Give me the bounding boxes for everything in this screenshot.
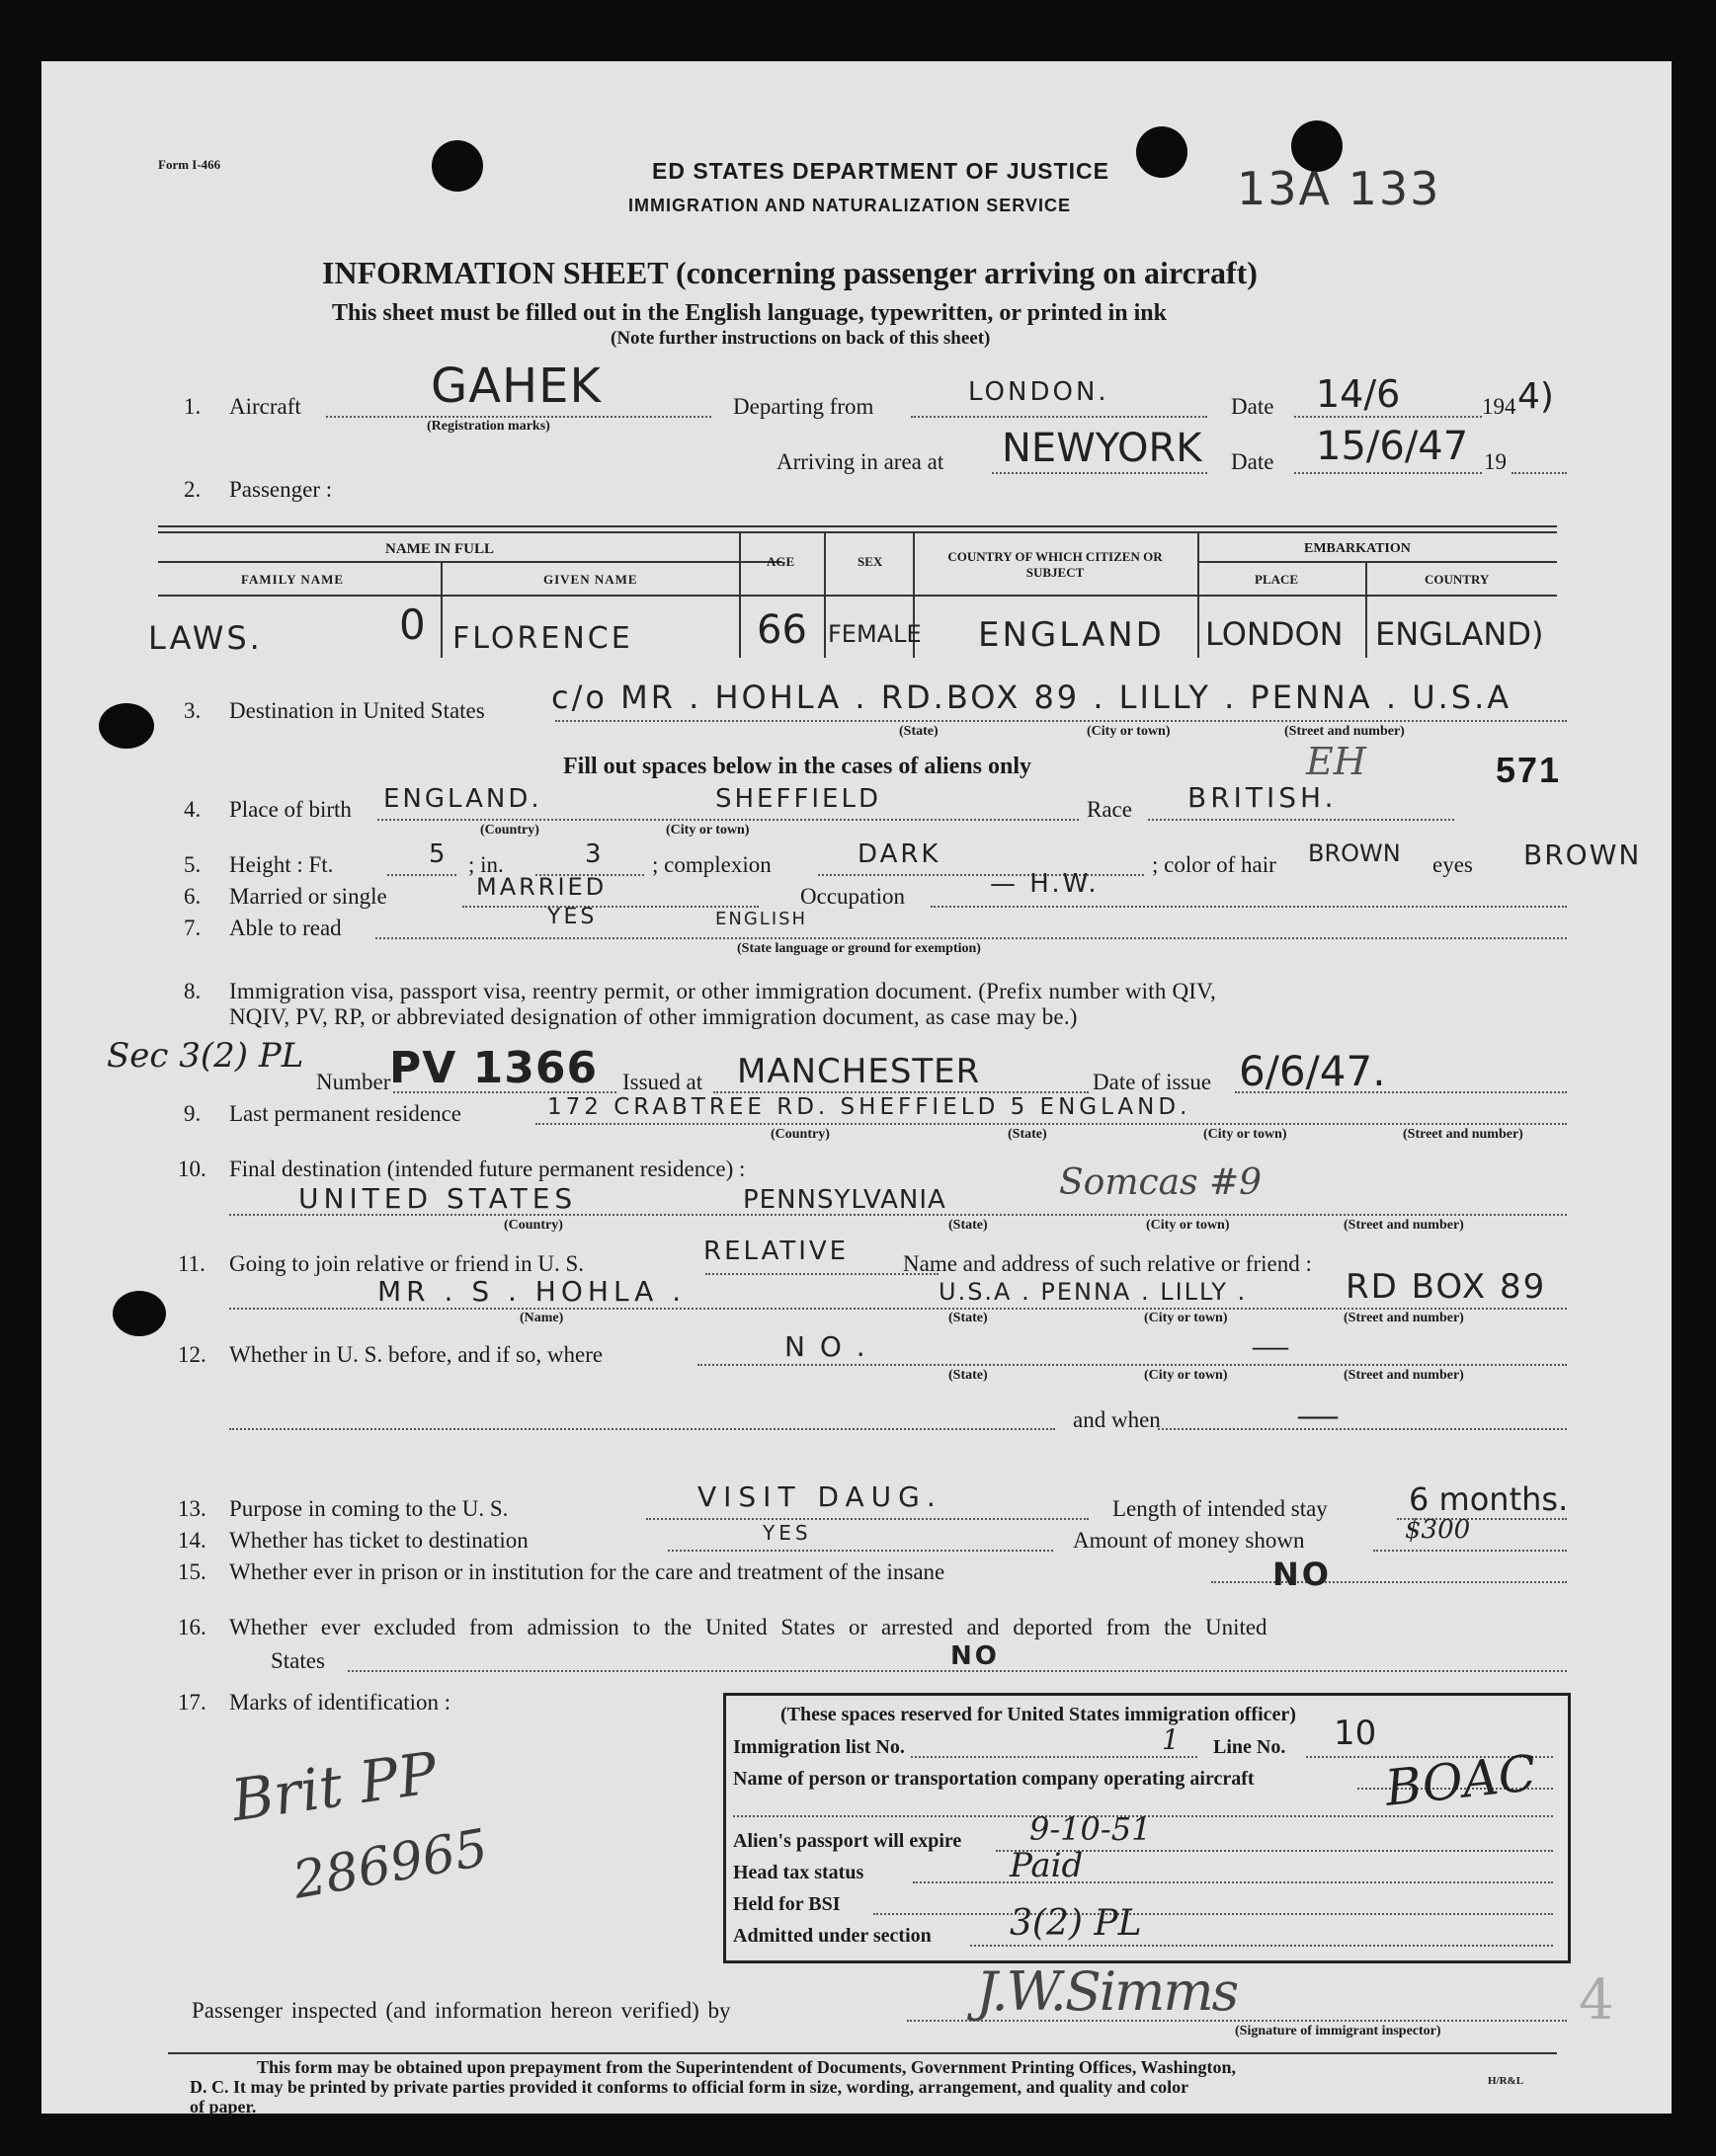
- year-prefix: 19: [1484, 449, 1507, 474]
- document-text-2: NQIV, PV, RP, or abbreviated designation of other immigration document, as case may be.): [229, 1004, 1078, 1029]
- passenger-label: Passenger :: [229, 477, 333, 502]
- departure-year: 4): [1517, 376, 1554, 417]
- destination-value: c/o MR . HOHLA . RD.BOX 89 . LILLY . PENNA . U.S.A: [551, 679, 1512, 716]
- final-country: UNITED STATES: [298, 1182, 578, 1215]
- caption-name: (Name): [520, 1311, 564, 1325]
- previous-visit-label: Whether in U. S. before, and if so, where: [229, 1342, 604, 1367]
- when-line: [1158, 1428, 1567, 1430]
- read-line: [375, 937, 1567, 939]
- table-rule: [1197, 561, 1557, 563]
- list-label: Immigration list No.: [733, 1736, 905, 1758]
- when-label: and when: [1073, 1407, 1161, 1432]
- relative-state-city: U.S.A . PENNA . LILLY .: [939, 1278, 1248, 1306]
- item-number: 12.: [178, 1342, 206, 1367]
- eyes-value: BROWN: [1523, 838, 1642, 871]
- embarkation-place: LONDON: [1205, 615, 1344, 653]
- col-emb-country: COUNTRY: [1425, 572, 1490, 587]
- caption-street: (Street and number): [1403, 1127, 1523, 1142]
- passenger-citizenship: ENGLAND: [978, 615, 1165, 655]
- caption-street: (Street and number): [1344, 1311, 1464, 1325]
- caption-state: (State): [948, 1368, 988, 1383]
- relative-line: [229, 1308, 1567, 1310]
- item-number: 10.: [178, 1157, 206, 1181]
- issued-line: [713, 1091, 1089, 1093]
- caption-country: (Country): [480, 823, 539, 838]
- eyes-label: eyes: [1432, 852, 1473, 877]
- identification-label: Marks of identification :: [229, 1690, 451, 1715]
- passenger-age: 66: [757, 607, 807, 653]
- caption-city: (City or town): [1203, 1127, 1287, 1142]
- table-rule: [1197, 531, 1199, 658]
- col-family-name: FAMILY NAME: [241, 572, 345, 587]
- expire-label: Alien's passport will expire: [733, 1830, 962, 1852]
- read-label: Able to read: [229, 916, 342, 940]
- number-label: Number: [316, 1070, 391, 1094]
- col-sex: SEX: [858, 554, 883, 569]
- service-name: IMMIGRATION AND NATURALIZATION SERVICE: [628, 196, 1071, 215]
- relative-name-addr-label: Name and address of such relative or friend :: [903, 1251, 1312, 1276]
- table-rule: [158, 531, 1557, 533]
- item-number: 7.: [184, 916, 202, 940]
- final-city: Somcas #9: [1059, 1162, 1263, 1203]
- last-residence-line: [535, 1123, 1567, 1125]
- item-number: 6.: [184, 884, 202, 909]
- margin-note: Sec 3(2) PL: [107, 1036, 304, 1076]
- previous-visit-line: [697, 1364, 1567, 1366]
- money-line: [1373, 1550, 1567, 1552]
- list-value: 1: [1162, 1723, 1180, 1756]
- stay-label: Length of intended stay: [1112, 1496, 1328, 1521]
- prison-label: Whether ever in prison or in institution for the care and treatment of the insane: [229, 1559, 945, 1584]
- bsi-line: [873, 1913, 1553, 1915]
- hair-label: ; color of hair: [1152, 852, 1276, 877]
- date-label: Date: [1231, 449, 1274, 474]
- previous-visit-dash: —: [1253, 1325, 1288, 1365]
- table-rule: [1365, 561, 1367, 658]
- passenger-mark: 0: [399, 600, 426, 649]
- inspected-label: Passenger inspected (and information hereon verified) by: [192, 1998, 731, 2023]
- stamp-number: 571: [1496, 750, 1562, 790]
- col-country: COUNTRY OF WHICH CITIZEN OR SUBJECT: [947, 549, 1163, 580]
- caption-city: (City or town): [1144, 1368, 1228, 1383]
- purpose-value: VISIT DAUG.: [697, 1480, 942, 1513]
- item-number: 5.: [184, 852, 202, 877]
- ticket-line: [668, 1550, 1053, 1552]
- birth-country: ENGLAND.: [383, 784, 542, 814]
- stay-value: 6 months.: [1409, 1480, 1569, 1518]
- item-number: 2.: [184, 477, 202, 502]
- footer-rule: [168, 2052, 1557, 2054]
- passenger-given-name: FLORENCE: [452, 621, 633, 656]
- marital-value: MARRIED: [476, 873, 608, 901]
- departing-line: [911, 416, 1207, 418]
- aircraft-line: [326, 416, 711, 418]
- identification-note-1: Brit PP: [227, 1738, 442, 1835]
- form-instruction: This sheet must be filled out in the English language, typewritten, or printed in ink: [332, 300, 1167, 326]
- height-ft-line: [387, 874, 456, 876]
- read-value: YES: [547, 905, 598, 929]
- col-age: AGE: [767, 554, 795, 569]
- aircraft-label: Aircraft: [229, 394, 301, 419]
- admitted-line: [970, 1945, 1553, 1947]
- punch-hole: [1136, 126, 1187, 178]
- agency-name: ED STATES DEPARTMENT OF JUSTICE: [652, 158, 1109, 184]
- form-sheet: [41, 61, 1672, 2114]
- item-number: 16.: [178, 1615, 206, 1639]
- table-rule: [158, 561, 782, 563]
- item-number: 3.: [184, 698, 202, 723]
- document-text-1: Immigration visa, passport visa, reentry permit, or other immigration document. (Prefix number with QIV,: [229, 979, 1216, 1003]
- year-prefix: 194: [1482, 394, 1516, 419]
- page-mark: 4: [1579, 1968, 1614, 2033]
- money-value: $300: [1405, 1515, 1471, 1545]
- embarkation-country: ENGLAND): [1375, 615, 1544, 653]
- caption-country: (Country): [771, 1127, 830, 1142]
- signature-caption: (Signature of immigrant inspector): [1235, 2024, 1441, 2038]
- aliens-only-heading: Fill out spaces below in the cases of aliens only: [563, 754, 1032, 779]
- item-number: 1.: [184, 394, 202, 419]
- birth-city: SHEFFIELD: [715, 784, 881, 814]
- punch-hole: [432, 140, 483, 192]
- join-relative-value: RELATIVE: [703, 1237, 850, 1266]
- headtax-label: Head tax status: [733, 1862, 864, 1883]
- previous-visit-value: N O .: [784, 1330, 868, 1363]
- admitted-value: 3(2) PL: [1010, 1903, 1142, 1944]
- footer-line-2: D. C. It may be printed by private parties provided it conforms to official form in size, wording, arrangement, and quality and color: [190, 2077, 1189, 2097]
- hair-value: BROWN: [1308, 839, 1401, 867]
- excluded-label-1: Whether ever excluded from admission to the United States or arrested and deported from the United: [229, 1615, 1267, 1639]
- ticket-value: YES: [763, 1521, 812, 1545]
- destination-label: Destination in United States: [229, 698, 485, 723]
- excluded-value: NO: [950, 1641, 1000, 1671]
- caption-street: (Street and number): [1284, 724, 1405, 739]
- read-language: ENGLISH: [715, 909, 808, 929]
- file-reference: 13A 133: [1237, 162, 1441, 215]
- eh-mark: EH: [1306, 740, 1366, 783]
- arrival-date: 15/6/47: [1316, 424, 1469, 469]
- when-pre-line: [229, 1428, 1055, 1430]
- table-rule: [739, 531, 741, 658]
- list-line: [911, 1756, 1197, 1758]
- complexion-label: ; complexion: [652, 852, 772, 877]
- caption-city: (City or town): [1144, 1311, 1228, 1325]
- date-label: Date: [1231, 394, 1274, 419]
- caption-state: (State): [1008, 1127, 1047, 1142]
- birthplace-label: Place of birth: [229, 797, 352, 822]
- caption-state: (State): [899, 724, 939, 739]
- excluded-label-2: States: [271, 1648, 325, 1673]
- ticket-label: Whether has ticket to destination: [229, 1528, 529, 1553]
- bsi-label: Held for BSI: [733, 1893, 841, 1915]
- caption-street: (Street and number): [1344, 1218, 1464, 1233]
- occupation-line: [931, 906, 1567, 908]
- item-number: 14.: [178, 1528, 206, 1553]
- arriving-value: NEWYORK: [1002, 426, 1202, 471]
- table-rule: [158, 525, 1557, 527]
- race-line: [1148, 819, 1454, 821]
- prison-line: [1211, 1581, 1567, 1583]
- year-line: [1512, 472, 1567, 474]
- expire-value: 9-10-51: [1029, 1810, 1152, 1848]
- prison-value: NO: [1272, 1556, 1332, 1593]
- table-rule: [158, 595, 1557, 597]
- inches-label: ; in.: [468, 852, 504, 877]
- table-rule: [441, 561, 443, 658]
- final-destination-label: Final destination (intended future permanent residence) :: [229, 1157, 746, 1181]
- item-number: 9.: [184, 1101, 202, 1126]
- form-title: INFORMATION SHEET (concerning passenger arriving on aircraft): [322, 255, 1258, 290]
- marital-label: Married or single: [229, 884, 387, 909]
- operator-value: BOAC: [1382, 1744, 1539, 1817]
- officer-box-header: (These spaces reserved for United States immigration officer): [780, 1704, 1296, 1725]
- item-number: 15.: [178, 1559, 206, 1584]
- footer-line-3: of paper.: [190, 2097, 257, 2116]
- destination-line: [555, 720, 1567, 722]
- relative-name: MR . S . HOHLA .: [377, 1275, 687, 1308]
- purpose-line: [646, 1518, 1089, 1520]
- date-line: [1294, 416, 1482, 418]
- read-caption: (State language or ground for exemption): [737, 941, 981, 956]
- caption-state: (State): [948, 1311, 988, 1325]
- issued-place: MANCHESTER: [737, 1052, 981, 1091]
- punch-hole: [113, 1291, 166, 1336]
- occupation-label: Occupation: [800, 884, 906, 909]
- final-state: PENNSYLVANIA: [743, 1185, 946, 1215]
- col-place: PLACE: [1255, 572, 1299, 587]
- relative-street: RD BOX 89: [1346, 1267, 1547, 1307]
- headtax-value: Paid: [1010, 1846, 1084, 1885]
- join-relative-label: Going to join relative or friend in U. S.: [229, 1251, 584, 1276]
- birthplace-line: [377, 819, 1079, 821]
- registration-caption: (Registration marks): [427, 419, 550, 434]
- arriving-label: Arriving in area at: [776, 449, 944, 474]
- race-label: Race: [1087, 797, 1132, 822]
- col-name-in-full: NAME IN FULL: [385, 541, 495, 557]
- item-number: 4.: [184, 797, 202, 822]
- aircraft-value: GAHEK: [431, 359, 602, 414]
- operator-label: Name of person or transportation company operating aircraft: [733, 1768, 1255, 1790]
- departure-date: 14/6: [1316, 372, 1401, 416]
- issue-date: 6/6/47.: [1239, 1047, 1386, 1095]
- issued-label: Issued at: [622, 1070, 703, 1094]
- when-value: —: [1298, 1392, 1338, 1436]
- height-label: Height : Ft.: [229, 852, 334, 877]
- departing-label: Departing from: [733, 394, 874, 419]
- document-number: PV 1366: [389, 1043, 599, 1093]
- last-residence-label: Last permanent residence: [229, 1101, 461, 1126]
- date-line: [1294, 472, 1482, 474]
- caption-city: (City or town): [1087, 724, 1171, 739]
- race-value: BRITISH.: [1187, 781, 1338, 814]
- marital-line: [462, 906, 759, 908]
- complexion-value: DARK: [858, 839, 941, 869]
- form-number: Form I-466: [158, 157, 221, 172]
- occupation-value: — H.W.: [990, 869, 1100, 899]
- money-label: Amount of money shown: [1073, 1528, 1305, 1553]
- height-inches: 3: [585, 839, 605, 869]
- arriving-line: [992, 472, 1207, 474]
- purpose-label: Purpose in coming to the U. S.: [229, 1496, 509, 1521]
- table-rule: [824, 531, 826, 658]
- caption-city: (City or town): [666, 823, 750, 838]
- col-given-name: GIVEN NAME: [543, 572, 638, 587]
- identification-note-2: 286965: [288, 1818, 493, 1911]
- line-label: Line No.: [1213, 1736, 1286, 1758]
- item-number: 13.: [178, 1496, 206, 1521]
- printer-code: H/R&L: [1488, 2075, 1524, 2087]
- admitted-label: Admitted under section: [733, 1925, 932, 1947]
- col-embarkation: EMBARKATION: [1304, 541, 1411, 556]
- caption-street: (Street and number): [1344, 1368, 1464, 1383]
- height-feet: 5: [429, 839, 449, 869]
- caption-state: (State): [948, 1218, 988, 1233]
- passenger-family-name: LAWS.: [148, 619, 263, 657]
- item-number: 17.: [178, 1690, 206, 1715]
- line-value: 10: [1334, 1714, 1377, 1753]
- last-residence-value: 172 CRABTREE RD. SHEFFIELD 5 ENGLAND.: [547, 1094, 1191, 1120]
- inspector-signature: J.W.Simms: [976, 1960, 1238, 2023]
- issue-date-label: Date of issue: [1093, 1070, 1212, 1094]
- caption-city: (City or town): [1146, 1218, 1230, 1233]
- passenger-sex: FEMALE: [828, 620, 922, 648]
- form-note: (Note further instructions on back of this sheet): [611, 328, 991, 349]
- caption-country: (Country): [504, 1218, 563, 1233]
- item-number: 11.: [178, 1251, 205, 1276]
- footer-line-1: This form may be obtained upon prepayment from the Superintendent of Documents, Government Printing Offices, Washington,: [257, 2057, 1237, 2077]
- departing-value: LONDON.: [968, 377, 1109, 407]
- item-number: 8.: [184, 979, 202, 1003]
- punch-hole: [99, 703, 154, 749]
